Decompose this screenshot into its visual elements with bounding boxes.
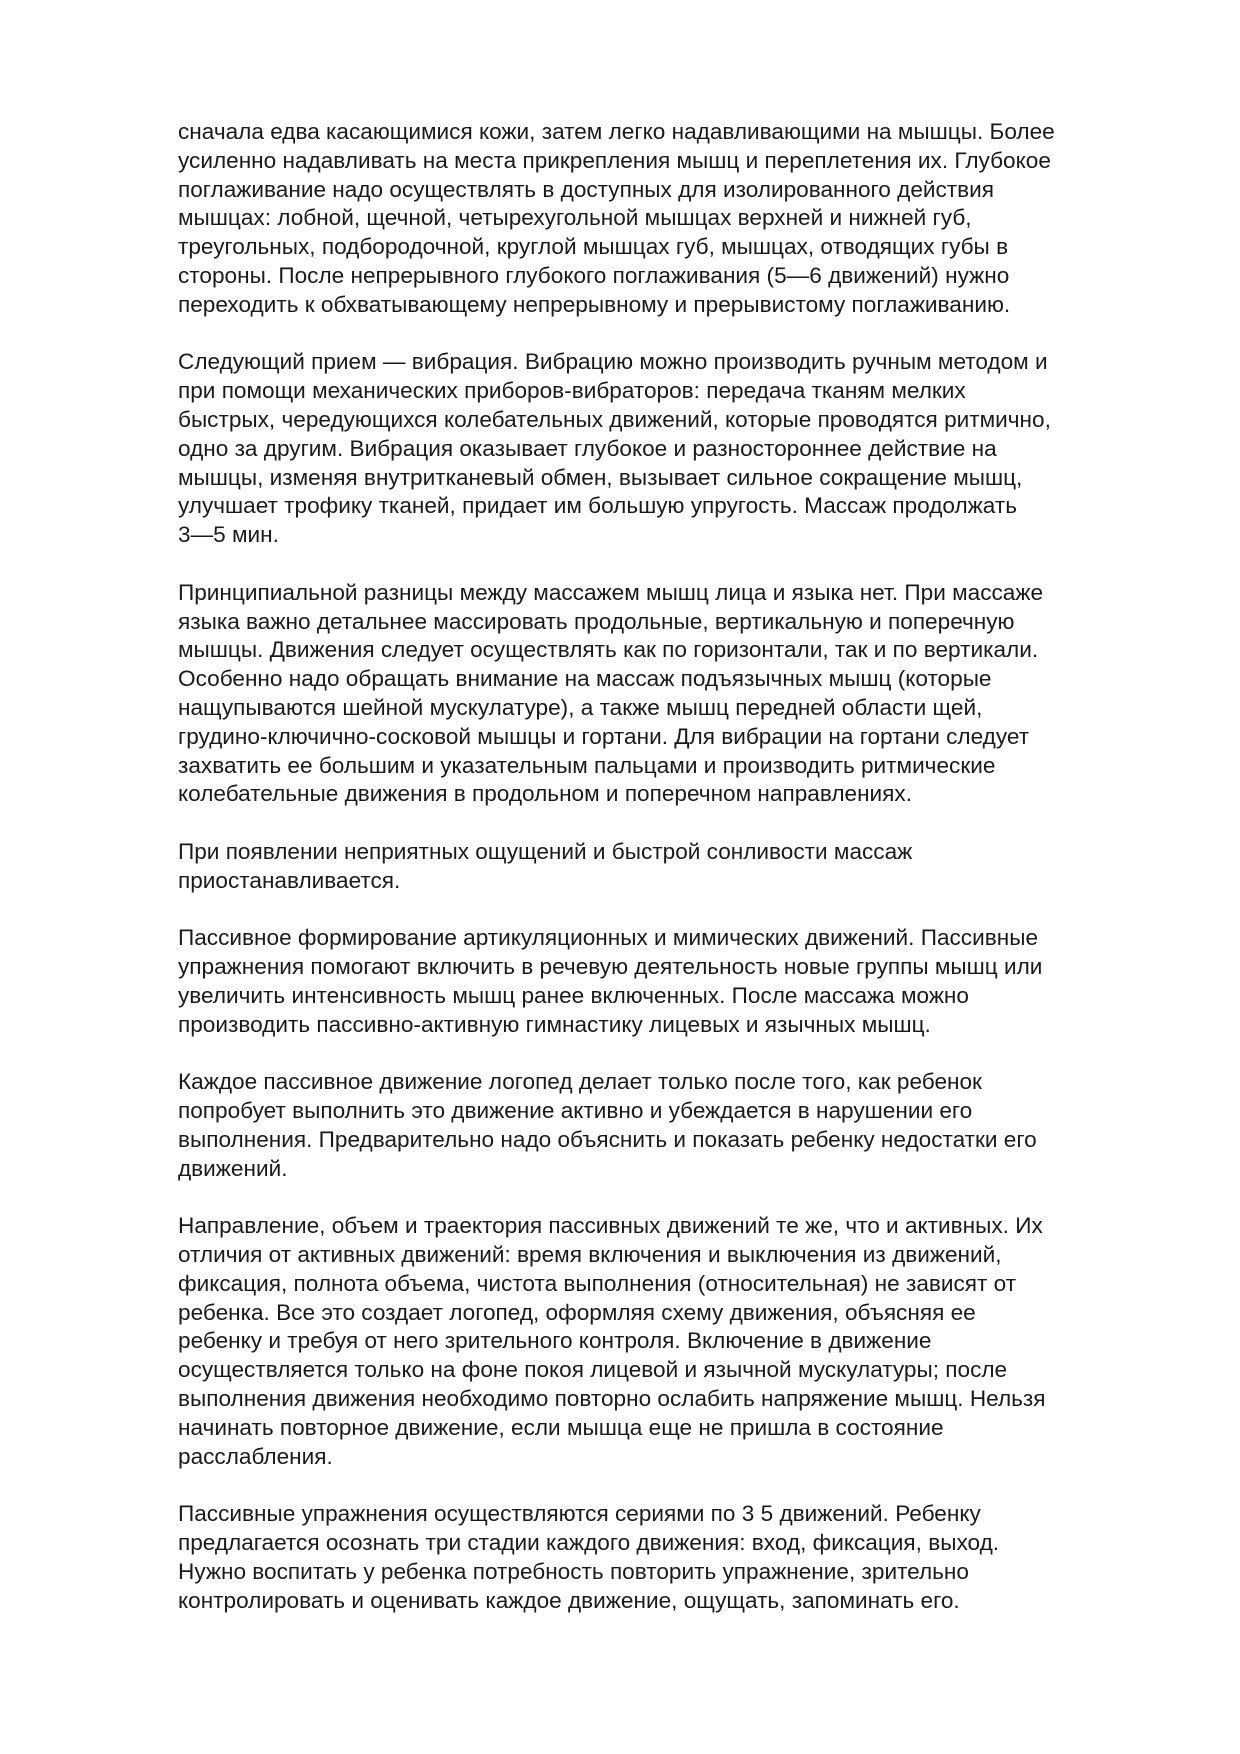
paragraph-passive-movement: Каждое пассивное движение логопед делает только после того, как ребенок попробует выполнить это движение активно и убеждается в нарушении его выполнения. Предварительно надо объяснить и показать ребенку недостатки его движений.: [178, 1069, 1037, 1181]
paragraph-direction-volume: Направление, объем и траектория пассивных движений те же, что и активных. Их отличия от активных движений: время включения и выключения из движений, фиксация, полнота объема, чистота выполнения (относительная) не зависят от ребенка. Все это создает логопед, оформляя схему движения, объясняя ее ребенку и требуя от него зрительного контроля. Включение в движение осуществляется только на фоне покоя лицевой и язычной мускулатуры; после выполнения движения необходимо повторно ослабить напряжение мышц. Нельзя начинать повторное движение, если мышца еще не пришла в состояние расслабления.: [178, 1213, 1046, 1469]
paragraph-series: Пассивные упражнения осуществляются сериями по 3 5 движений. Ребенку предлагается осознать три стадии каждого движения: вход, фиксация, выход. Нужно воспитать у ребенка потребность повторить упражнение, зрительно контролировать и оценивать каждое движение, ощущать, запоминать его.: [178, 1501, 1000, 1613]
paragraph-stroking: сначала едва касающимися кожи, затем легко надавливающими на мышцы. Более усиленно надавливать на места прикрепления мышц и переплетения их. Глубокое поглаживание надо осуществлять в доступных для изолированного действия мышцах: лобной, щечной, четырехугольной мышцах верхней и нижней губ, треугольных, подбородочной, круглой мышцах губ, мышцах, отводящих губы в стороны. После непрерывного глубокого поглаживания (5—6 движений) нужно переходить к обхватывающему непрерывному и прерывистому поглаживанию.: [178, 119, 1055, 317]
paragraph-vibration: Следующий прием — вибрация. Вибрацию можно производить ручным методом и при помощи механических приборов-вибраторов: передача тканям мелких быстрых, чередующихся колебательных движений, которые проводятся ритмично, одно за другим. Вибрация оказывает глубокое и разностороннее действие на мышцы, изменяя внутритканевый обмен, вызывает сильное сокращение мышц, улучшает трофику тканей, придает им большую упругость. Массаж продолжать 3—5 мин.: [178, 349, 1051, 548]
paragraph-stop-massage: При появлении неприятных ощущений и быстрой сонливости массаж приостанавливается.: [178, 838, 913, 893]
paragraph-tongue-massage: Принципиальной разницы между массажем мышц лица и языка нет. При массаже языка важно детальнее массировать продольные, вертикальную и поперечную мышцы. Движения следует осуществлять как по горизонтали, так и по вертикали. Особенно надо обращать внимание на массаж подъязычных мышц (которые нащупываются шейной мускулатуре), а также мышц передней области щей, грудино-ключично-сосковой мышцы и гортани. Для вибрации на гортани следует захватить ее большим и указательным пальцами и производить ритмические колебательные движения в продольном и поперечном направлениях.: [178, 579, 1044, 807]
paragraph-passive-formation: Пассивное формирование артикуляционных и мимических движений. Пассивные упражнения помогают включить в речевую деятельность новые группы мышц или увеличить интенсивность мышц ранее включенных. После массажа можно производить пассивно-активную гимнастику лицевых и язычных мышц.: [178, 925, 1043, 1037]
document-body: [178, 118, 1180, 1644]
